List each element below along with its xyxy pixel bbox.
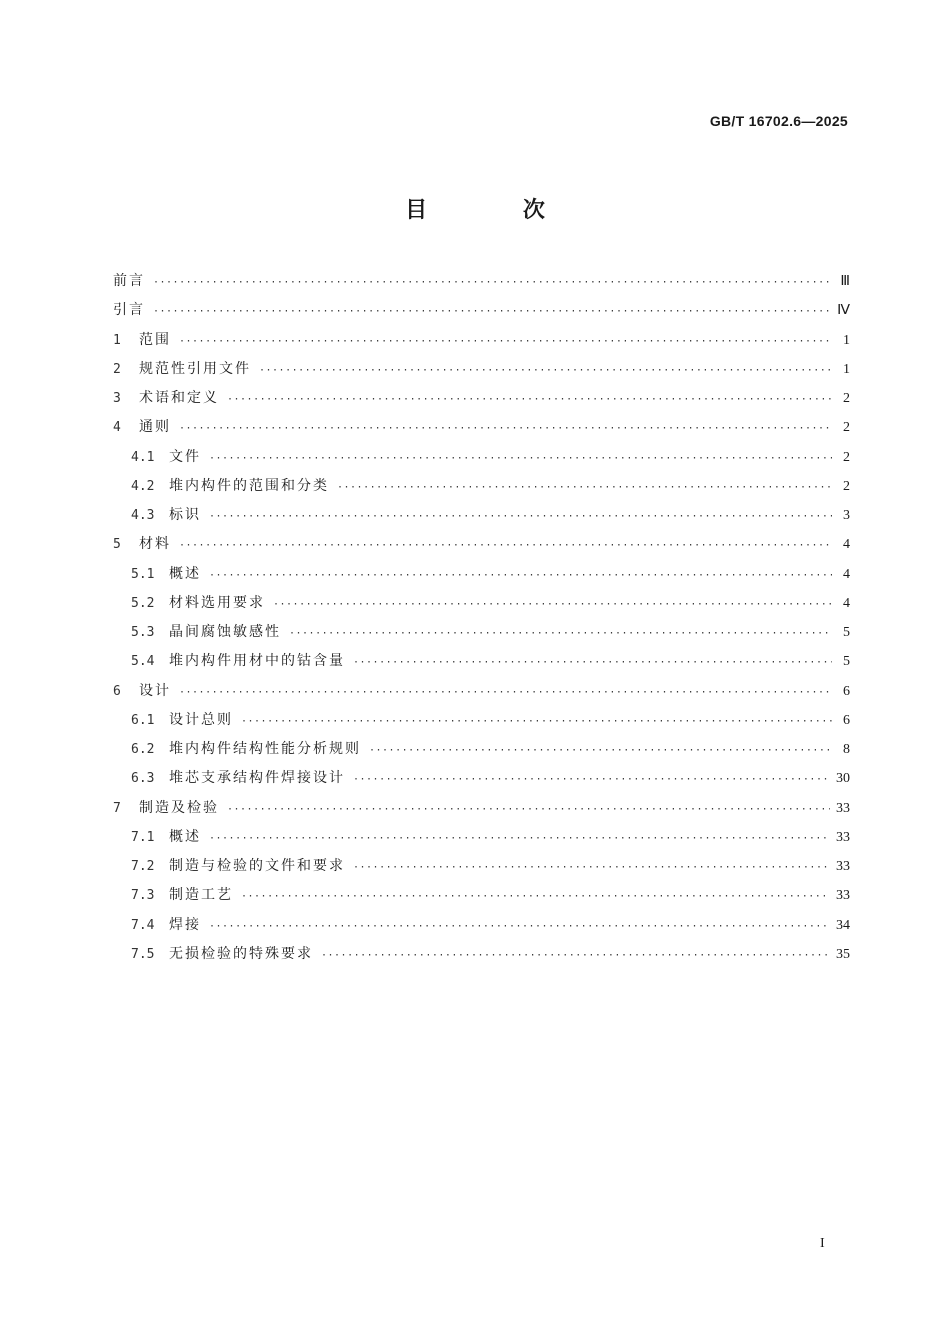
dot-leader: [353, 657, 832, 668]
toc-entry[interactable]: [113, 504, 850, 533]
toc-entry-label: 通则: [139, 419, 171, 436]
toc-entry-page: 33: [836, 859, 850, 874]
toc-entry-page: 8: [843, 742, 850, 757]
toc-entry-label: 制造与检验的文件和要求: [169, 858, 345, 874]
toc-entry-number: 6: [113, 683, 121, 699]
dot-leader: [353, 862, 830, 873]
toc-entry-label: 设计总则: [169, 711, 233, 728]
toc-entry-label: 堆芯支承结构件焊接设计: [169, 770, 345, 787]
toc-entry-number: 6.1: [131, 712, 155, 728]
dot-leader: [241, 891, 830, 902]
toc-entry-label: 堆内构件用材中的钴含量: [169, 653, 345, 670]
toc-entry-number: 7.2: [131, 859, 155, 874]
toc-entry-label: 引言: [113, 302, 145, 319]
dot-leader: [353, 774, 830, 785]
dot-leader: [153, 277, 832, 288]
toc-entry[interactable]: [113, 592, 850, 621]
toc-entry[interactable]: [113, 621, 850, 650]
toc-entry-number: 5.2: [131, 595, 155, 611]
toc-entry-label: 术语和定义: [139, 390, 219, 406]
toc-entry-label: 焊接: [169, 916, 201, 933]
toc-entry[interactable]: [113, 650, 850, 679]
dot-leader: [209, 570, 832, 581]
dot-leader: [227, 804, 830, 815]
toc-entry-page: 1: [843, 332, 850, 348]
toc-entry[interactable]: [113, 533, 850, 562]
toc-entry-page: 4: [843, 537, 850, 553]
toc-entry[interactable]: [113, 563, 850, 592]
toc-entry-page: 6: [843, 712, 850, 728]
toc-entry-label: 概述: [169, 565, 201, 582]
toc-entry-number: 5: [113, 537, 121, 553]
toc-entry-page: 4: [843, 566, 850, 582]
dot-leader: [209, 453, 832, 464]
toc-entry-label: 前言: [113, 273, 145, 289]
toc-entry[interactable]: [113, 884, 850, 913]
dot-leader: [337, 482, 832, 493]
toc-entry[interactable]: [113, 358, 850, 387]
dot-leader: [153, 306, 831, 317]
dot-leader: [259, 365, 832, 376]
toc-entry-page: 33: [836, 888, 850, 904]
toc-entry-page: 6: [843, 683, 850, 699]
toc-entry[interactable]: [113, 270, 850, 299]
dot-leader: [369, 745, 832, 756]
toc-entry-number: 7.4: [131, 917, 155, 933]
dot-leader: [179, 687, 832, 698]
toc-entry-page: 33: [836, 829, 850, 845]
toc-entry-label: 无损检验的特殊要求: [169, 945, 313, 962]
toc-entry-label: 晶间腐蚀敏感性: [169, 624, 281, 640]
toc-entry[interactable]: [113, 855, 850, 884]
dot-leader: [209, 921, 830, 932]
toc-entry-page: 33: [836, 800, 850, 816]
toc-entry[interactable]: [113, 914, 850, 943]
toc-entry-label: 概述: [169, 828, 201, 845]
toc-entry-number: 5.4: [131, 654, 155, 670]
toc-entry[interactable]: [113, 767, 850, 796]
toc-entry-page: 1: [843, 361, 850, 377]
toc-entry-page: Ⅲ: [840, 274, 850, 289]
toc-entry-number: 4.3: [131, 508, 155, 523]
toc-entry[interactable]: [113, 680, 850, 709]
dot-leader: [179, 423, 832, 434]
toc-entry-page: 2: [843, 420, 850, 436]
toc-entry-number: 4: [113, 420, 121, 436]
toc-entry-number: 7.1: [131, 829, 155, 845]
toc-entry-number: 4.2: [131, 478, 155, 494]
dot-leader: [209, 511, 832, 522]
toc-entry-number: 5.3: [131, 625, 155, 640]
toc-entry-page: 4: [843, 595, 850, 611]
toc-entry[interactable]: [113, 299, 850, 328]
toc-entry[interactable]: [113, 416, 850, 445]
toc-entry[interactable]: [113, 446, 850, 475]
toc-entry[interactable]: [113, 943, 850, 972]
toc-entry-number: 7: [113, 800, 121, 816]
toc-entry-label: 堆内构件结构性能分析规则: [169, 741, 361, 757]
toc-entry-number: 5.1: [131, 566, 155, 582]
dot-leader: [179, 540, 832, 551]
dot-leader: [321, 950, 830, 961]
dot-leader: [179, 336, 832, 347]
toc-entry[interactable]: [113, 797, 850, 826]
toc-entry-number: 1: [113, 332, 121, 348]
dot-leader: [209, 833, 830, 844]
toc-entry[interactable]: [113, 738, 850, 767]
standard-code: GB/T 16702.6—2025: [709, 113, 848, 129]
toc-entry[interactable]: [113, 329, 850, 358]
dot-leader: [289, 628, 832, 639]
toc-entry[interactable]: [113, 826, 850, 855]
toc-entry-page: 34: [836, 917, 850, 933]
toc-entry-label: 制造工艺: [169, 887, 233, 904]
toc-entry-label: 文件: [169, 448, 201, 465]
toc-entry-label: 材料选用要求: [169, 594, 265, 611]
toc-entry-page: 35: [836, 946, 850, 962]
table-of-contents: [113, 270, 850, 972]
toc-entry-page: 2: [843, 478, 850, 494]
page-title: 目 次: [405, 198, 589, 223]
toc-entry-label: 制造及检验: [139, 799, 219, 816]
toc-entry-page: 5: [843, 625, 850, 640]
page-number: I: [820, 1236, 825, 1251]
toc-entry-number: 3: [113, 391, 121, 406]
toc-entry-number: 6.3: [131, 771, 155, 787]
toc-entry[interactable]: [113, 387, 850, 416]
toc-entry[interactable]: [113, 709, 850, 738]
toc-entry-label: 标识: [169, 507, 201, 523]
toc-entry-number: 7.3: [131, 888, 155, 904]
toc-entry-label: 材料: [139, 536, 171, 553]
toc-entry-page: 3: [843, 508, 850, 523]
dot-leader: [227, 394, 832, 405]
toc-entry-label: 堆内构件的范围和分类: [169, 477, 329, 494]
toc-entry-page: 5: [843, 654, 850, 670]
toc-entry-label: 设计: [139, 682, 171, 699]
toc-entry-label: 规范性引用文件: [139, 360, 251, 377]
toc-entry-label: 范围: [139, 331, 171, 348]
dot-leader: [241, 716, 832, 727]
toc-entry-page: 30: [836, 771, 850, 787]
toc-entry-number: 7.5: [131, 946, 155, 962]
toc-entry-number: 4.1: [131, 449, 155, 465]
toc-entry-page: 2: [843, 391, 850, 406]
toc-entry-number: 6.2: [131, 742, 155, 757]
toc-entry-page: 2: [843, 449, 850, 465]
toc-entry[interactable]: [113, 475, 850, 504]
dot-leader: [273, 599, 832, 610]
toc-entry-page: Ⅳ: [837, 303, 850, 319]
toc-entry-number: 2: [113, 361, 121, 377]
